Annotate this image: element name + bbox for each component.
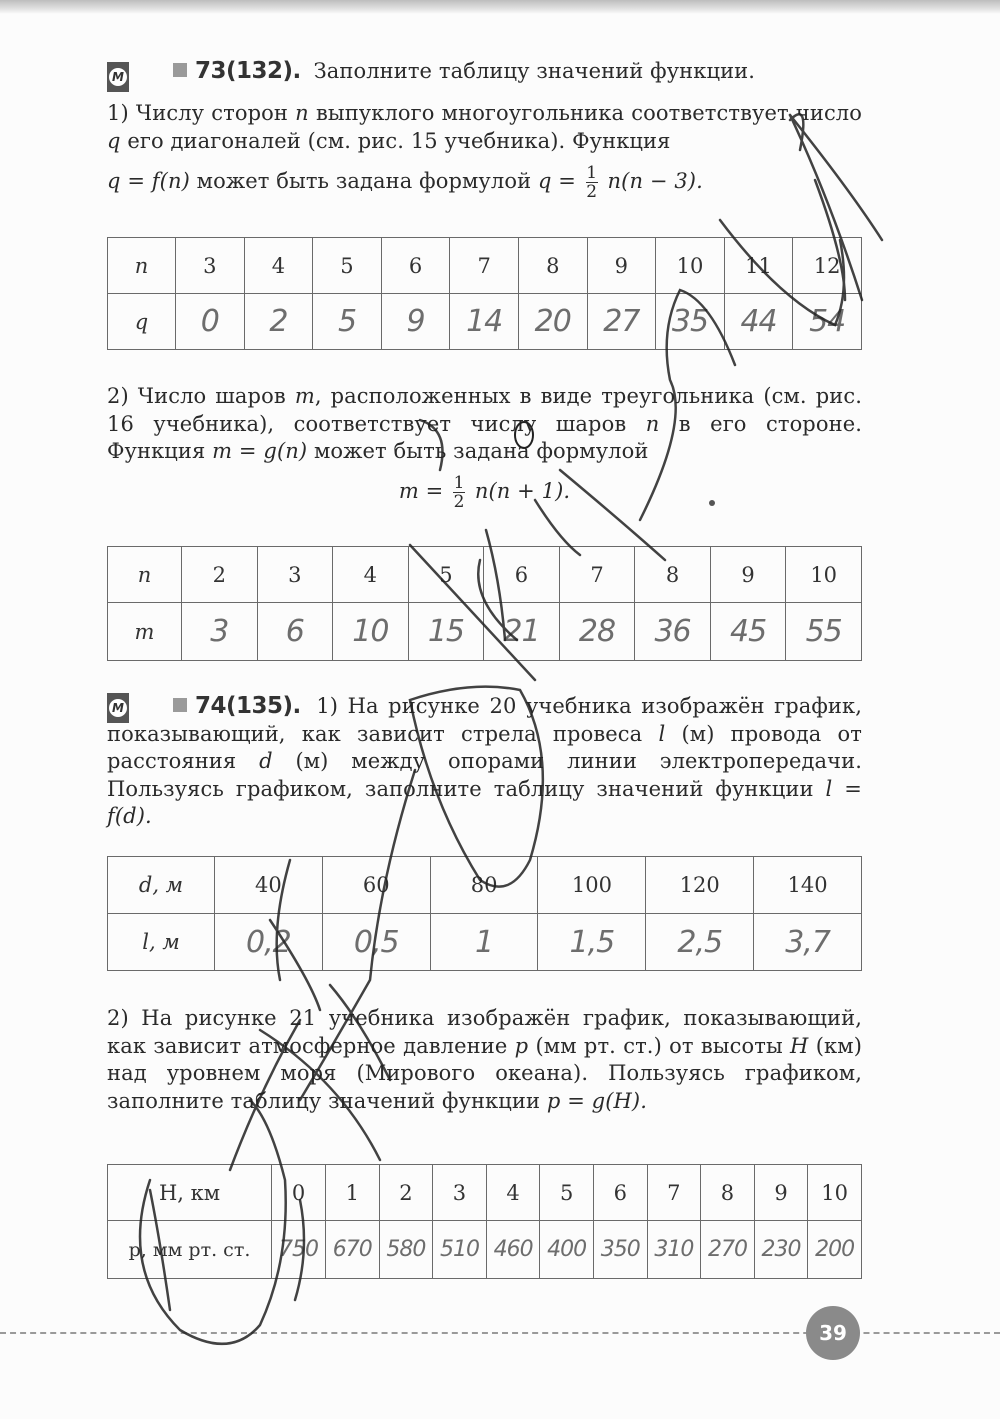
cell-h: 2 bbox=[379, 1165, 433, 1221]
text: (м) провода от расстояния bbox=[107, 721, 863, 773]
var-h: H bbox=[790, 1033, 809, 1058]
text: может быть задана формулой bbox=[313, 439, 649, 463]
row-header bbox=[108, 238, 176, 294]
cell-d: 60 bbox=[322, 857, 430, 914]
cell-h: 9 bbox=[754, 1165, 808, 1221]
cell-n: 10 bbox=[786, 547, 862, 603]
cell-n: 5 bbox=[408, 547, 484, 603]
cell-n: 6 bbox=[484, 547, 560, 603]
answer-cell[interactable]: 400 bbox=[540, 1221, 594, 1279]
table-row-q bbox=[108, 294, 862, 350]
cell-n: 6 bbox=[381, 238, 450, 294]
table-row-d bbox=[108, 857, 862, 914]
header-label: n bbox=[137, 562, 152, 587]
formula: p = g(H). bbox=[546, 1088, 647, 1113]
var-m: m bbox=[294, 384, 315, 408]
answer-cell[interactable]: 3 bbox=[182, 603, 258, 661]
text: (м) между опорами линии электропередачи. Пользуясь графиком, заполните таблицу значений функции bbox=[107, 749, 862, 801]
row-header bbox=[108, 603, 182, 661]
cell-n: 5 bbox=[313, 238, 382, 294]
numerator: 1 bbox=[453, 473, 465, 493]
answer-cell[interactable]: 45 bbox=[710, 603, 786, 661]
task-73-formula-line bbox=[107, 164, 862, 201]
cell-h: 10 bbox=[808, 1165, 862, 1221]
answer-cell[interactable]: 270 bbox=[701, 1221, 755, 1279]
table-row-h bbox=[108, 1165, 862, 1221]
cell-n: 8 bbox=[635, 547, 711, 603]
table-triangle-balls bbox=[107, 546, 862, 661]
task-74-part-1 bbox=[107, 693, 862, 831]
answer-cell[interactable]: 310 bbox=[647, 1221, 701, 1279]
cell-n: 8 bbox=[518, 238, 587, 294]
cell-n: 9 bbox=[587, 238, 656, 294]
text: его диагоналей (см. рис. 15 учебника). Функция bbox=[127, 128, 671, 153]
answer-cell[interactable]: 1 bbox=[430, 914, 538, 971]
header-label: n bbox=[134, 253, 149, 278]
square-marker-icon bbox=[173, 698, 187, 712]
cell-d: 140 bbox=[754, 857, 862, 914]
answer-cell[interactable]: 28 bbox=[559, 603, 635, 661]
row-header: p, мм рт. ст. bbox=[108, 1221, 272, 1279]
answer-cell[interactable]: 5 bbox=[313, 294, 382, 350]
text: 1) На рисунке 20 учебника изображён график, показывающий, как зависит стрела провеса bbox=[107, 694, 862, 746]
answer-cell[interactable]: 2 bbox=[244, 294, 313, 350]
text: 2) Число шаров bbox=[107, 384, 286, 408]
row-header: H, км bbox=[108, 1165, 272, 1221]
table-wire-sag bbox=[107, 856, 862, 971]
formula: n(n − 3). bbox=[607, 169, 703, 193]
cell-n: 7 bbox=[559, 547, 635, 603]
cell-h: 8 bbox=[701, 1165, 755, 1221]
var-p: p bbox=[514, 1033, 529, 1058]
answer-cell[interactable]: 580 bbox=[379, 1221, 433, 1279]
cell-h: 4 bbox=[486, 1165, 540, 1221]
cell-h: 7 bbox=[647, 1165, 701, 1221]
task-number: 73(132). bbox=[195, 58, 301, 84]
cell-h: 5 bbox=[540, 1165, 594, 1221]
answer-cell[interactable]: 20 bbox=[518, 294, 587, 350]
cell-n: 10 bbox=[656, 238, 725, 294]
text: выпуклого многоугольника соответствует число bbox=[315, 101, 862, 125]
answer-cell[interactable]: 230 bbox=[754, 1221, 808, 1279]
fraction-one-half bbox=[586, 164, 598, 201]
answer-cell[interactable]: 200 bbox=[808, 1221, 862, 1279]
answer-cell[interactable]: 35 bbox=[656, 294, 725, 350]
cell-d: 100 bbox=[538, 857, 646, 914]
text: , расположенных в виде треугольника (см. рис. 16 учебника), соответствует числу шаров bbox=[107, 384, 863, 436]
var-q: q bbox=[107, 128, 121, 153]
task-title: Заполните таблицу значений функции. bbox=[313, 59, 756, 83]
square-marker-icon bbox=[173, 63, 187, 77]
row-header bbox=[108, 547, 182, 603]
cell-n: 11 bbox=[724, 238, 793, 294]
answer-cell[interactable]: 27 bbox=[587, 294, 656, 350]
formula-lhs: m = g(n) bbox=[212, 439, 308, 463]
cell-n: 7 bbox=[450, 238, 519, 294]
cell-d: 40 bbox=[215, 857, 323, 914]
table-polygon-diagonals bbox=[107, 237, 862, 350]
answer-cell[interactable]: 21 bbox=[484, 603, 560, 661]
answer-cell[interactable]: 510 bbox=[433, 1221, 487, 1279]
answer-cell[interactable]: 6 bbox=[257, 603, 333, 661]
fraction-one-half bbox=[453, 474, 465, 511]
cell-n: 4 bbox=[244, 238, 313, 294]
m-letter: M bbox=[109, 699, 127, 717]
header-label: m bbox=[134, 619, 155, 644]
row-header bbox=[108, 294, 176, 350]
denominator: 2 bbox=[586, 182, 598, 202]
row-header: d, м bbox=[108, 857, 215, 914]
table-row-n bbox=[108, 547, 862, 603]
cell-n: 4 bbox=[333, 547, 409, 603]
answer-cell[interactable]: 0,5 bbox=[322, 914, 430, 971]
cell-h: 0 bbox=[272, 1165, 326, 1221]
text: 2) На рисунке 21 учебника изображён график, показывающий, как зависит атмосферное давление bbox=[107, 1006, 862, 1058]
answer-cell[interactable]: 54 bbox=[793, 294, 862, 350]
header-label: q bbox=[134, 309, 149, 334]
answer-cell[interactable]: 350 bbox=[593, 1221, 647, 1279]
answer-cell[interactable]: 460 bbox=[486, 1221, 540, 1279]
formula-lhs: q = f(n) bbox=[107, 169, 190, 193]
m-letter: M bbox=[109, 68, 127, 86]
answer-cell[interactable]: 1,5 bbox=[538, 914, 646, 971]
cell-n: 3 bbox=[257, 547, 333, 603]
text: в его стороне. Функция bbox=[107, 411, 862, 463]
answer-cell[interactable]: 2,5 bbox=[646, 914, 754, 971]
formula: m = bbox=[398, 479, 444, 503]
formula: n(n + 1). bbox=[474, 479, 571, 503]
var-n: n bbox=[645, 411, 660, 436]
cell-n: 9 bbox=[710, 547, 786, 603]
table-row-n bbox=[108, 238, 862, 294]
task-74-part-2 bbox=[107, 1005, 862, 1115]
answer-cell[interactable]: 15 bbox=[408, 603, 484, 661]
answer-cell[interactable]: 670 bbox=[326, 1221, 380, 1279]
answer-cell[interactable]: 3,7 bbox=[754, 914, 862, 971]
answer-cell[interactable]: 10 bbox=[333, 603, 409, 661]
formula: l = f(d). bbox=[107, 776, 862, 828]
scan-top-edge bbox=[0, 0, 1000, 14]
answer-cell[interactable]: 36 bbox=[635, 603, 711, 661]
var-n: n bbox=[295, 101, 309, 125]
answer-cell[interactable]: 55 bbox=[786, 603, 862, 661]
answer-cell[interactable]: 44 bbox=[724, 294, 793, 350]
task-number: 74(135). bbox=[195, 693, 301, 719]
row-header: l, м bbox=[108, 914, 215, 971]
answer-cell[interactable]: 9 bbox=[381, 294, 450, 350]
cell-h: 6 bbox=[593, 1165, 647, 1221]
cell-d: 120 bbox=[646, 857, 754, 914]
denominator: 2 bbox=[453, 492, 465, 512]
text: может быть задана формулой bbox=[196, 169, 532, 193]
var-l: l bbox=[658, 721, 666, 746]
numerator: 1 bbox=[586, 163, 598, 183]
task-73-formula-2 bbox=[107, 474, 862, 511]
m-badge-icon bbox=[107, 62, 129, 92]
cell-n: 12 bbox=[793, 238, 862, 294]
task-73-heading bbox=[173, 58, 873, 86]
text: (км) над уровнем моря (Мирового океана). Пользуясь графиком, заполните таблицу значений функции bbox=[107, 1033, 862, 1113]
answer-cell[interactable]: 0 bbox=[176, 294, 245, 350]
page-number-badge: 39 bbox=[806, 1306, 860, 1360]
text: (мм рт. ст.) от высоты bbox=[535, 1033, 783, 1058]
text: 1) Числу сторон bbox=[107, 101, 288, 125]
answer-cell[interactable]: 14 bbox=[450, 294, 519, 350]
formula: q = bbox=[537, 169, 576, 193]
table-row-l bbox=[108, 914, 862, 971]
cell-h: 1 bbox=[326, 1165, 380, 1221]
cell-n: 3 bbox=[176, 238, 245, 294]
cell-d: 80 bbox=[430, 857, 538, 914]
table-row-m bbox=[108, 603, 862, 661]
var-d: d bbox=[259, 749, 273, 773]
cell-n: 2 bbox=[182, 547, 258, 603]
answer-cell[interactable]: 750 bbox=[272, 1221, 326, 1279]
table-atmospheric-pressure bbox=[107, 1164, 862, 1279]
answer-cell[interactable]: 0,2 bbox=[215, 914, 323, 971]
task-73-part-2 bbox=[107, 383, 862, 466]
task-73-part-1 bbox=[107, 100, 862, 155]
table-row-p bbox=[108, 1221, 862, 1279]
cell-h: 3 bbox=[433, 1165, 487, 1221]
